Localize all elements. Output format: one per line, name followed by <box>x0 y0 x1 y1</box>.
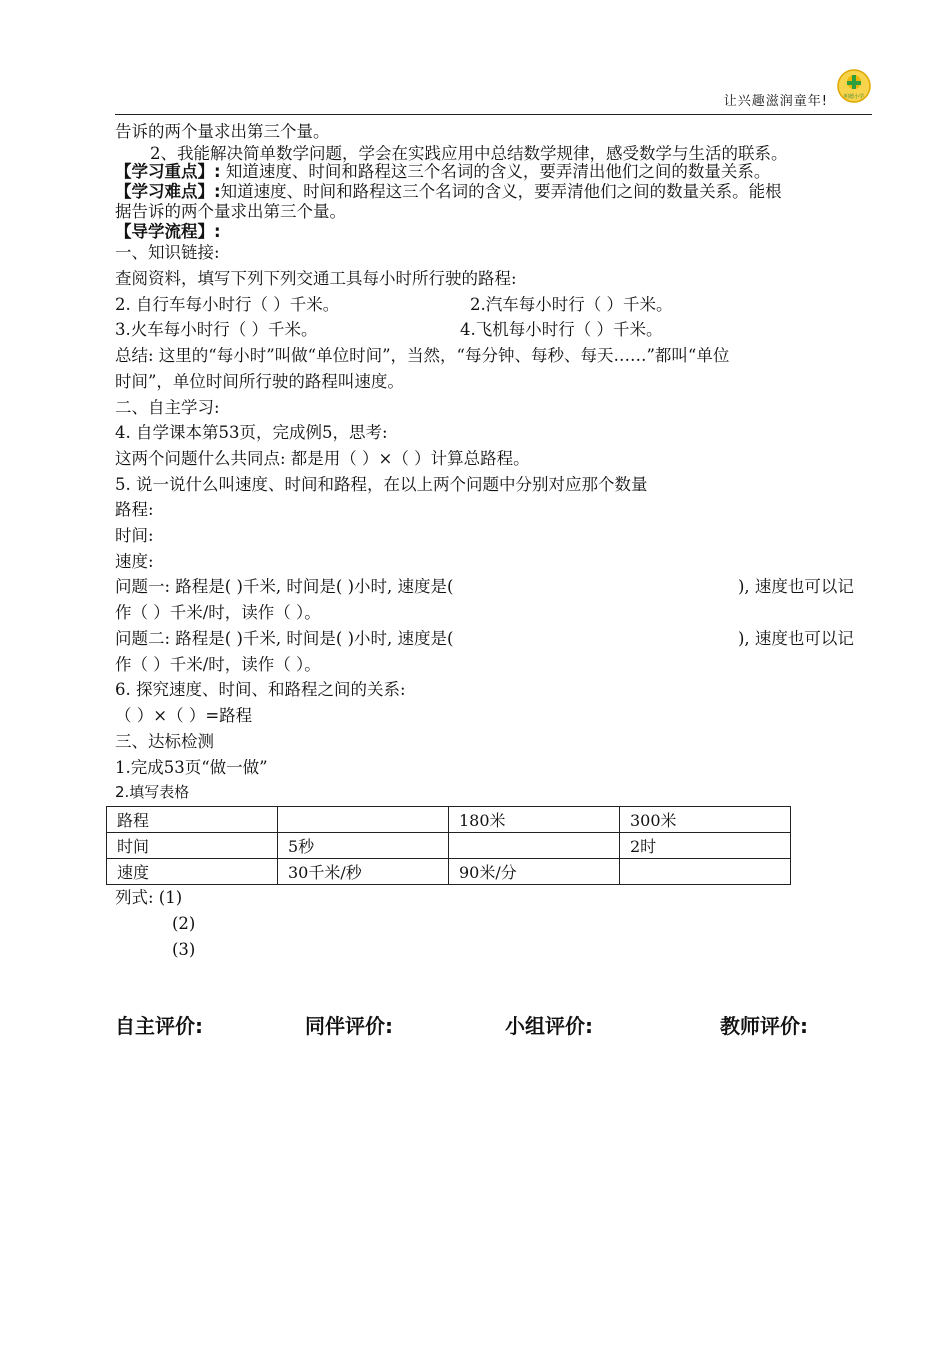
formula-line: (3) <box>172 940 196 959</box>
header-slogan: 让兴趣滋润童年! <box>723 94 828 109</box>
section-heading: 一、知识链接: <box>115 243 220 262</box>
teacher-evaluation-label: 教师评价: <box>720 1014 808 1038</box>
fill-line: 3.火车每小时行（ ）千米。 <box>115 320 318 339</box>
fill-line: 问题一: 路程是( )千米, 时间是( )小时, 速度是( <box>115 577 454 596</box>
text-line: 2.填写表格 <box>115 783 190 801</box>
fill-line: 4.飞机每小时行（ ）千米。 <box>460 320 663 339</box>
section-label: 【学习难点】: <box>115 182 221 201</box>
table-cell: 300米 <box>620 807 791 833</box>
table-row <box>107 859 791 885</box>
table-cell: 时间 <box>107 833 278 859</box>
text-line: 知道速度、时间和路程这三个名词的含义，要弄清他们之间的数量关系。能根 <box>220 182 782 201</box>
fill-line: 这两个问题什么共同点: 都是用（ ）×（ ）计算总路程。 <box>115 449 530 468</box>
fill-line: 作（ ）千米/时，读作（ ）。 <box>115 603 321 622</box>
logo-text: 明德小学 <box>843 94 865 100</box>
table-row <box>107 833 791 859</box>
section-heading: 二、自主学习: <box>115 398 220 417</box>
table-cell: 30千米/秒 <box>278 859 449 885</box>
text-line: 总结: 这里的“每小时”叫做“单位时间”，当然，“每分钟、每秒、每天……”都叫“单位 <box>115 346 730 365</box>
difficulty-line <box>115 181 782 203</box>
text-line: 1.完成53页“做一做” <box>115 758 268 777</box>
text-line: 5. 说一说什么叫速度、时间和路程，在以上两个问题中分别对应那个数量 <box>115 475 648 494</box>
section-heading: 三、达标检测 <box>115 732 214 751</box>
fill-table <box>106 806 791 885</box>
table-cell: 90米/分 <box>449 859 620 885</box>
fill-line: 作（ ）千米/时，读作（ ）。 <box>115 655 321 674</box>
text-line: 时间”，单位时间所行驶的路程叫速度。 <box>115 372 404 391</box>
text-line: 6. 探究速度、时间、和路程之间的关系: <box>115 680 406 699</box>
table-cell: 路程 <box>107 807 278 833</box>
table-cell: 5秒 <box>278 833 449 859</box>
page-header <box>115 68 872 115</box>
section-label: 【导学流程】: <box>115 222 221 241</box>
table-cell <box>278 807 449 833</box>
school-logo-icon <box>836 68 872 104</box>
text-line: 据告诉的两个量求出第三个量。 <box>115 202 346 221</box>
focus-line <box>115 161 770 183</box>
text-line: 4. 自学课本第53页，完成例5，思考: <box>115 423 388 442</box>
peer-evaluation-label: 同伴评价: <box>305 1014 393 1038</box>
text-line: 速度: <box>115 552 154 571</box>
fill-line: ), 速度也可以记 <box>738 577 854 596</box>
table-cell: 180米 <box>449 807 620 833</box>
group-evaluation-label: 小组评价: <box>505 1014 593 1038</box>
formula-line: (2) <box>172 914 196 933</box>
formula-line: 列式: (1) <box>115 888 183 907</box>
table-cell <box>620 859 791 885</box>
text-line: 2、我能解决简单数学问题，学会在实践应用中总结数学规律，感受数学与生活的联系。 <box>150 144 788 163</box>
fill-line: 2. 自行车每小时行（ ）千米。 <box>115 295 340 314</box>
text-line: 路程: <box>115 500 154 519</box>
text-line: 知道速度、时间和路程这三个名词的含义，要弄清出他们之间的数量关系。 <box>220 162 771 181</box>
fill-line: 问题二: 路程是( )千米, 时间是( )小时, 速度是( <box>115 629 454 648</box>
fill-line: ), 速度也可以记 <box>738 629 854 648</box>
text-line: 查阅资料，填写下列下列交通工具每小时所行驶的路程: <box>115 269 517 288</box>
fill-line: （ ）×（ ）=路程 <box>115 706 253 725</box>
table-cell: 速度 <box>107 859 278 885</box>
fill-line: 2.汽车每小时行（ ）千米。 <box>470 295 673 314</box>
text-line: 时间: <box>115 526 154 545</box>
table-cell: 2时 <box>620 833 791 859</box>
self-evaluation-label: 自主评价: <box>115 1014 203 1038</box>
text-line: 告诉的两个量求出第三个量。 <box>115 122 330 141</box>
table-cell <box>449 833 620 859</box>
table-row <box>107 807 791 833</box>
section-label: 【学习重点】: <box>115 162 221 181</box>
